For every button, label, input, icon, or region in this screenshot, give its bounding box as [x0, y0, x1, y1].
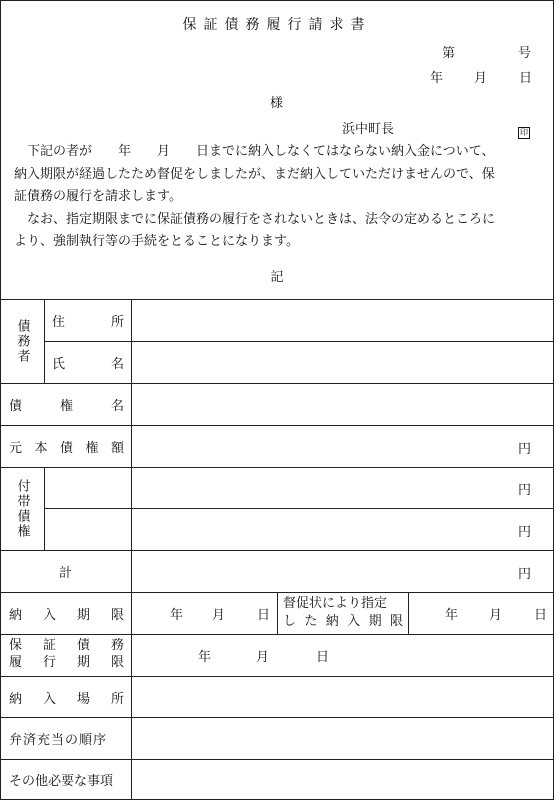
form-title: 保証債務履行請求書	[182, 17, 372, 33]
label-char: 行	[42, 655, 56, 670]
issue-month: 月	[474, 71, 488, 86]
label-char: 期	[76, 608, 90, 623]
appropriation-label: 弁済充当の順序	[9, 733, 108, 748]
guarantee-month: 月	[256, 650, 270, 665]
attached-yen-1: 円	[518, 483, 532, 498]
label-char: 債	[9, 399, 23, 414]
issuer-name: 浜中町長	[342, 122, 395, 137]
label-char: 納	[325, 614, 339, 629]
label-char: 場	[76, 691, 90, 707]
payment-place-label	[9, 677, 124, 717]
seal-icon: 印	[520, 128, 528, 137]
address-label	[52, 300, 124, 341]
payment-place-field[interactable]	[132, 677, 552, 717]
reminder-day: 日	[534, 608, 548, 623]
reminder-month: 月	[489, 608, 503, 623]
label-char: 入	[42, 608, 56, 623]
debtor-label-cell	[0, 300, 44, 383]
reminder-due-date-field[interactable]	[409, 593, 552, 634]
label-char: 権	[85, 441, 99, 456]
due-month: 月	[212, 608, 226, 623]
label-char: 入	[347, 614, 361, 629]
label-char: 額	[110, 441, 124, 456]
total-amount-field[interactable]	[132, 551, 552, 592]
label-char: 期	[76, 655, 90, 670]
total-yen: 円	[518, 567, 532, 582]
attached-amount-field-1[interactable]	[132, 468, 552, 508]
attached-label: 付帯債権	[14, 479, 30, 539]
principal-amount-field[interactable]	[132, 426, 552, 467]
total-label-cell	[0, 551, 131, 592]
guarantee-year: 年	[198, 650, 212, 665]
debtor-label: 債務者	[14, 319, 30, 364]
debtor-column-rule	[44, 299, 45, 383]
attached-type-field-2[interactable]	[45, 509, 131, 550]
name-label-char: 氏	[52, 357, 66, 372]
attached-type-field-1[interactable]	[45, 468, 131, 508]
due-label	[9, 593, 124, 634]
label-char: 権	[59, 399, 73, 414]
total-label: 計	[58, 566, 72, 581]
label-char: 所	[110, 691, 124, 707]
label-char: 債	[76, 638, 90, 653]
label-char: 入	[42, 691, 56, 707]
label-char: 限	[110, 608, 124, 623]
due-date-field[interactable]	[132, 593, 277, 634]
due-split-rule	[277, 592, 278, 634]
address-field[interactable]	[132, 300, 552, 341]
principal-yen: 円	[518, 442, 532, 457]
other-label: その他必要な事項	[9, 773, 114, 789]
guarantee-due-line1	[9, 637, 124, 654]
label-char: 務	[110, 638, 124, 653]
name-label	[52, 342, 124, 383]
para1-line1: 下記の者が 年 月 日までに納入しなくてはならない納入金について、	[27, 144, 495, 159]
name-label-char: 名	[110, 357, 124, 372]
request-body	[14, 141, 542, 254]
ki-heading: 記	[270, 270, 284, 285]
attached-yen-2: 円	[518, 525, 532, 540]
other-field[interactable]	[132, 760, 552, 798]
label-char: 期	[368, 614, 382, 629]
principal-label	[9, 426, 124, 467]
attached-label-cell	[0, 468, 44, 550]
address-label-char: 所	[110, 315, 124, 330]
label-char: し	[283, 614, 297, 629]
guarantee-due-date-field[interactable]	[132, 635, 552, 676]
label-char: 限	[389, 614, 403, 629]
para1-line3: 証債務の履行を請求します。	[14, 189, 182, 204]
label-char: 納	[9, 691, 23, 707]
reminder-year: 年	[445, 608, 459, 623]
name-field[interactable]	[132, 342, 552, 383]
due-day: 日	[257, 608, 271, 623]
guarantee-day: 日	[316, 650, 330, 665]
issue-year: 年	[430, 71, 444, 86]
guarantee-due-line2	[9, 654, 124, 671]
number-prefix: 第	[442, 46, 456, 61]
label-char: 納	[9, 608, 23, 623]
reminder-due-line2	[283, 613, 403, 631]
appropriation-field[interactable]	[132, 718, 552, 759]
label-char: 本	[34, 441, 48, 456]
label-char: 元	[9, 441, 23, 456]
para1-line2: 納入期限が経過したため督促をしましたが、まだ納入していただけませんので、保	[14, 166, 495, 182]
claim-name-field[interactable]	[132, 384, 552, 425]
reminder-due-label	[283, 595, 403, 633]
address-label-char: 住	[52, 315, 66, 330]
label-char: 保	[9, 638, 23, 653]
label-char: 名	[110, 399, 124, 414]
attached-amount-field-2[interactable]	[132, 509, 552, 550]
label-char: た	[304, 614, 318, 629]
issue-day: 日	[519, 71, 533, 86]
claim-name-label	[9, 384, 124, 425]
para2-line2: より、強制執行等の手続をとることになります。	[14, 234, 299, 249]
label-char: 債	[59, 441, 73, 456]
guarantee-due-label	[9, 637, 124, 671]
label-char: 履	[9, 655, 23, 670]
label-char: 証	[42, 638, 56, 653]
seal-mark	[518, 120, 530, 139]
number-suffix: 号	[518, 46, 532, 61]
reminder-due-line1: 督促状により指定	[283, 596, 388, 611]
addressee-honorific: 様	[270, 96, 284, 111]
due-year: 年	[170, 608, 184, 623]
label-char: 限	[110, 655, 124, 670]
para2-line1: なお、指定期限までに保証債務の履行をされないときは、法令の定めるところに	[27, 211, 496, 227]
